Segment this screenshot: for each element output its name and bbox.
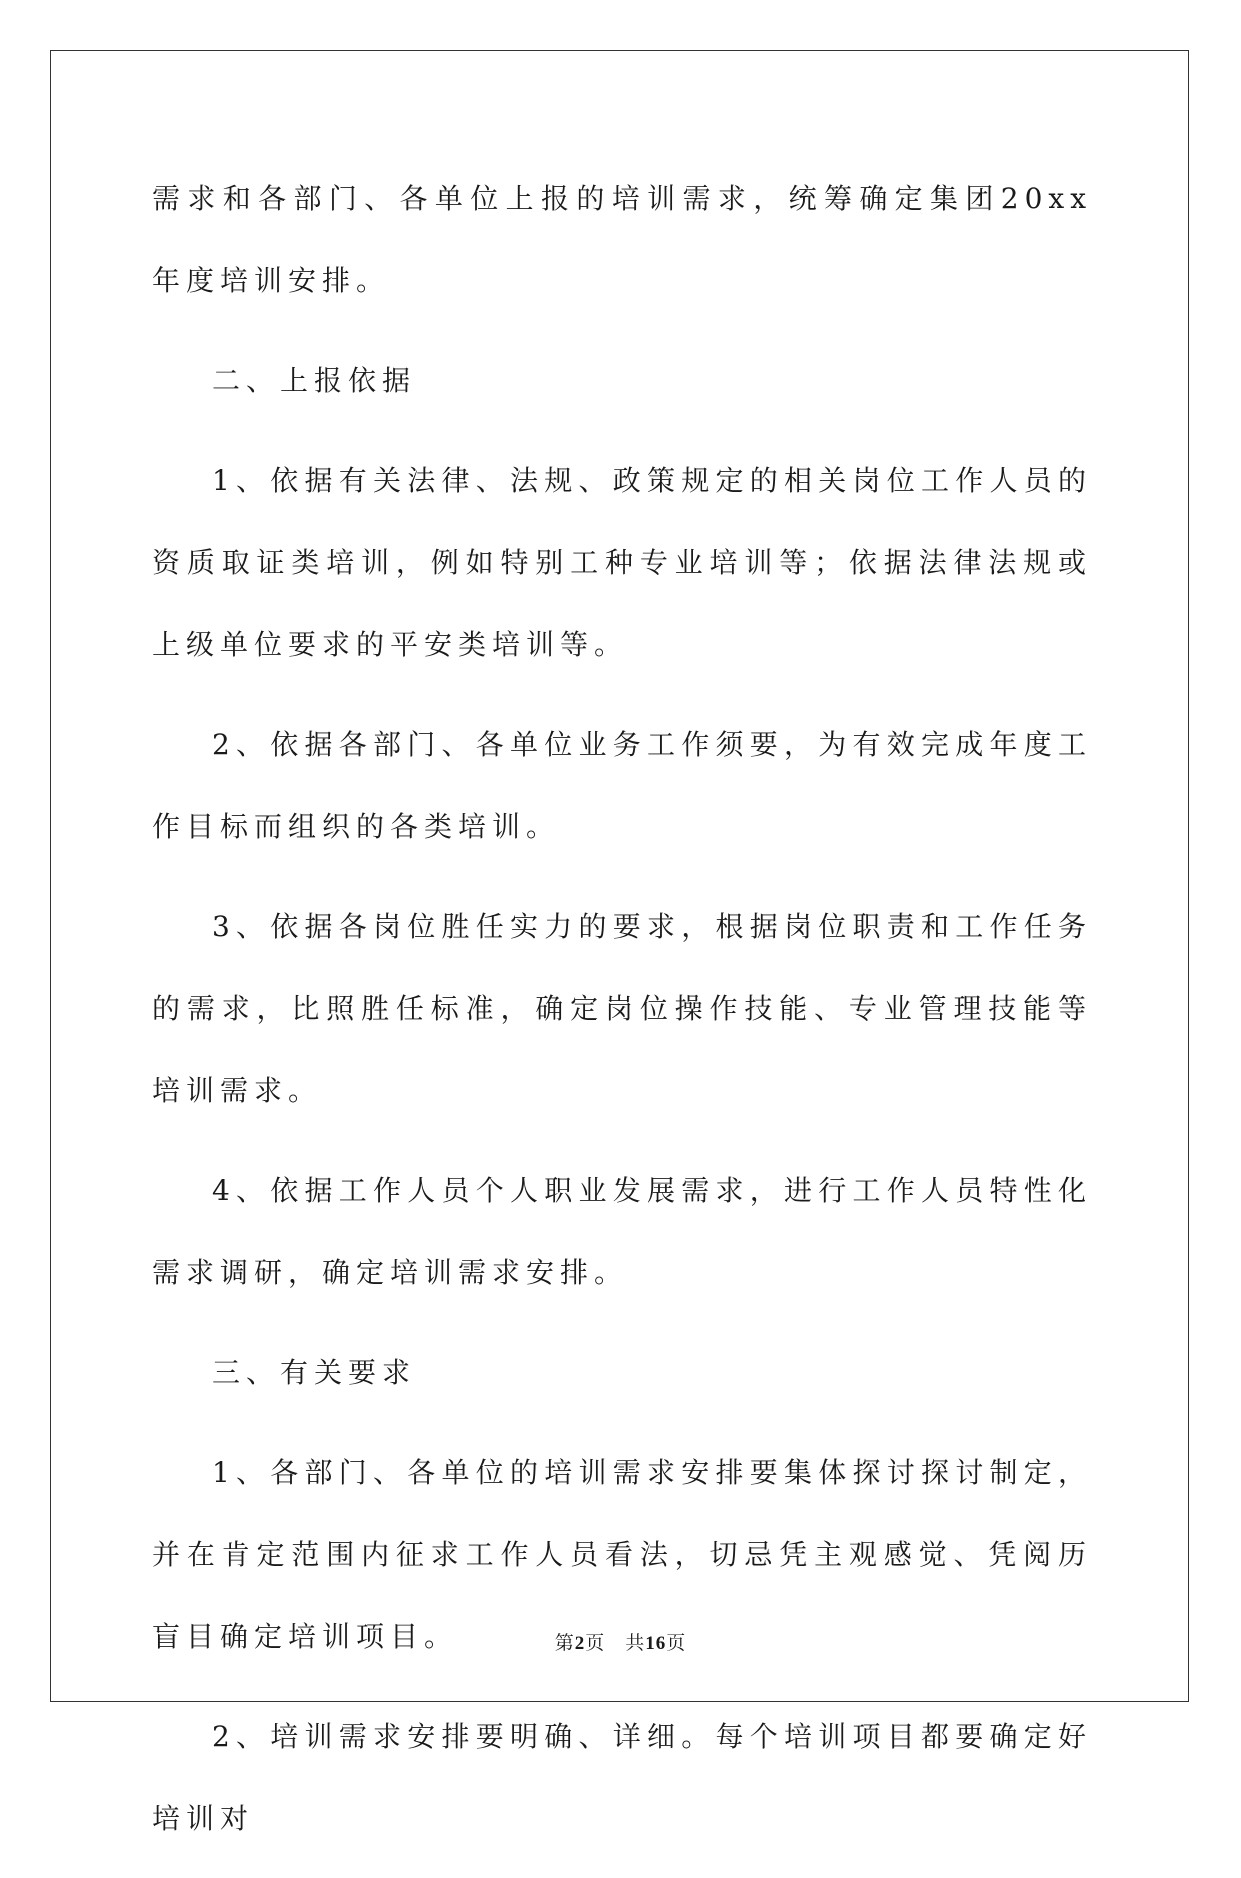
current-page-number: 2 <box>574 1633 586 1654</box>
paragraph: 需求和各部门、各单位上报的培训需求，统筹确定集团20xx年度培训安排。 <box>152 182 1092 297</box>
paragraph: 1、各部门、各单位的培训需求安排要集体探讨探讨制定，并在肯定范围内征求工作人员看法，切忌凭主观感觉、凭阅历盲目确定培训项目。 <box>152 1456 1092 1653</box>
paragraph: 2、依据各部门、各单位业务工作须要，为有效完成年度工作目标而组织的各类培训。 <box>152 728 1092 843</box>
paragraph: 3、依据各岗位胜任实力的要求，根据岗位职责和工作任务的需求，比照胜任标准，确定岗位操作技能、专业管理技能等培训需求。 <box>152 910 1092 1107</box>
section-heading: 三、有关要求 <box>212 1356 417 1389</box>
paragraph: 4、依据工作人员个人职业发展需求，进行工作人员特性化需求调研，确定培训需求安排。 <box>152 1174 1092 1289</box>
document-body <box>152 158 1092 1878</box>
footer-middle: 页 共 <box>585 1632 646 1654</box>
total-page-count: 16 <box>645 1633 667 1654</box>
paragraph: 2、培训需求安排要明确、详细。每个培训项目都要确定好培训对 <box>152 1720 1092 1835</box>
footer-prefix: 第 <box>554 1632 575 1654</box>
paragraph: 1、依据有关法律、法规、政策规定的相关岗位工作人员的资质取证类培训，例如特别工种专业培训等；依据法律法规或上级单位要求的平安类培训等。 <box>152 464 1092 661</box>
section-heading: 二、上报依据 <box>212 364 417 397</box>
footer-suffix: 页 <box>666 1632 687 1654</box>
page-footer <box>0 1628 1241 1655</box>
